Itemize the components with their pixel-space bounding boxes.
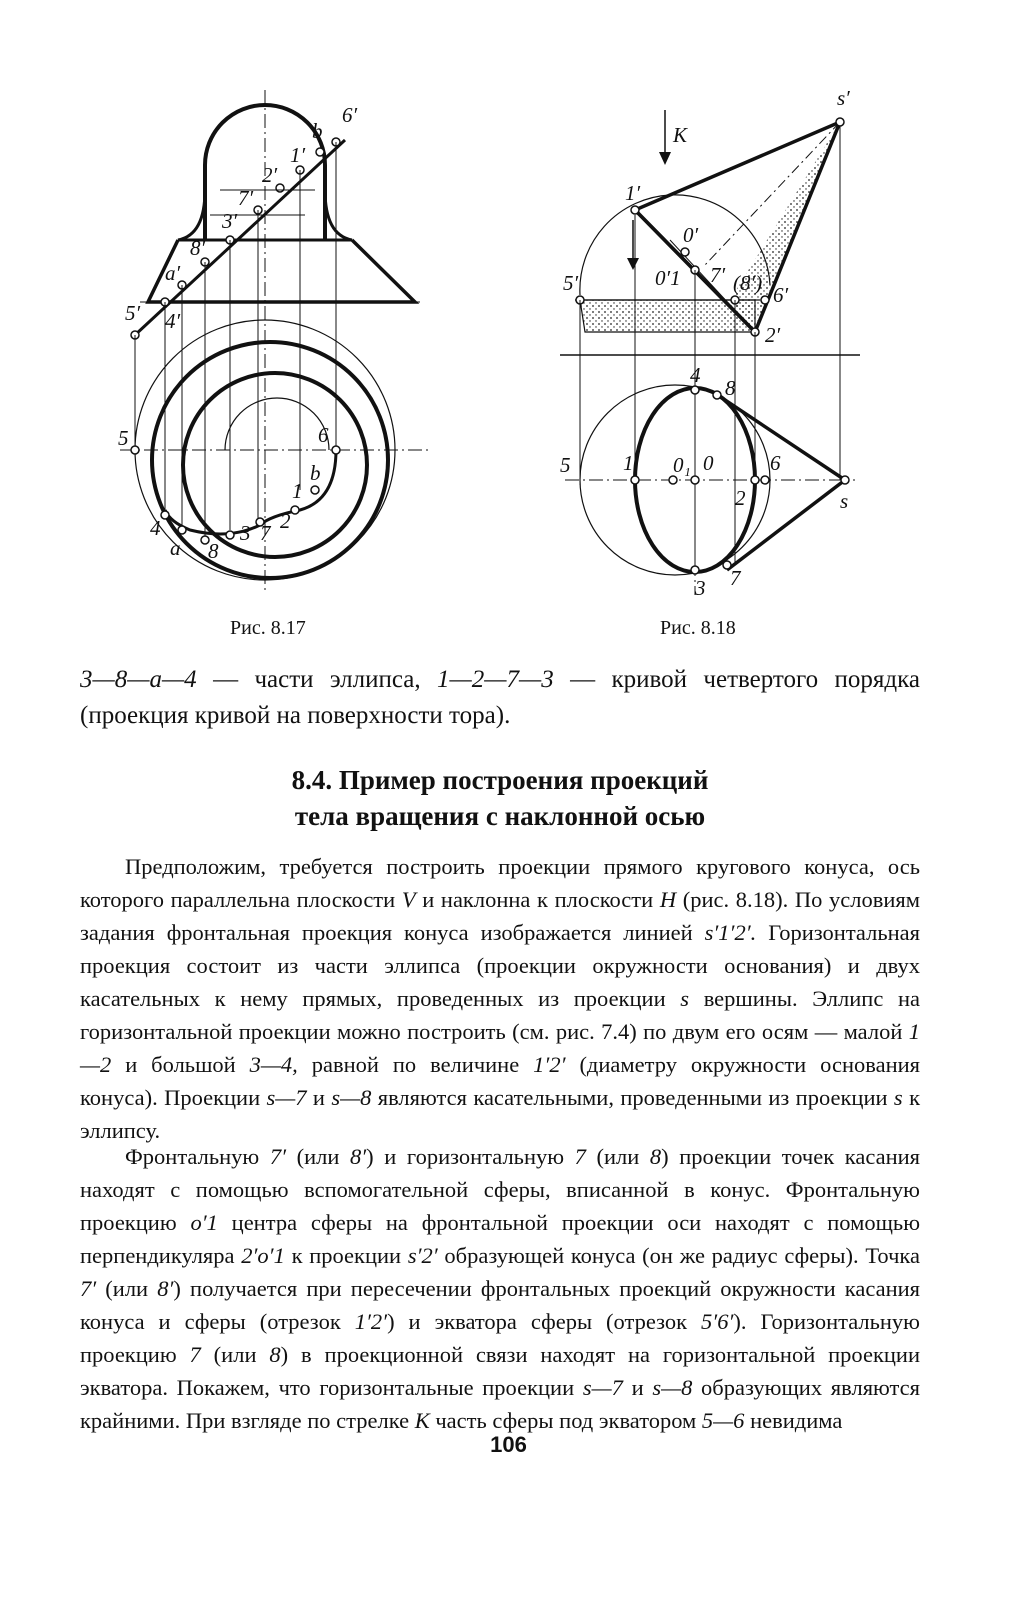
p2-math: 7′ xyxy=(80,1276,97,1301)
label-3: 3 xyxy=(240,521,251,545)
p2-text: невидима xyxy=(744,1408,843,1433)
figure-8-17-caption: Рис. 8.17 xyxy=(230,617,306,639)
label-1: 1 xyxy=(623,451,634,475)
p1-math: s xyxy=(893,1085,903,1110)
label-01: 0₁ xyxy=(673,453,691,477)
p2-text: (или xyxy=(96,1276,158,1301)
p2-math: 8′ xyxy=(350,1144,367,1169)
frustum-outline xyxy=(148,240,415,302)
label-a-prime: a′ xyxy=(165,261,181,285)
p2-math: 8 xyxy=(649,1144,662,1169)
p1-math: 1—2 xyxy=(80,1019,920,1077)
section-heading xyxy=(80,762,920,834)
p1-text: и xyxy=(306,1085,332,1110)
p2-math: 7 xyxy=(574,1144,586,1169)
intro-seq1: 3—8—a—4 xyxy=(80,666,197,693)
p2-text: центра сферы на фронтальной проекции оси находят с помощью перпендикуляра xyxy=(80,1210,921,1268)
intro-text1: — части эллипса, xyxy=(196,666,438,693)
p2-math: s—8 xyxy=(652,1375,693,1400)
label-4: 4 xyxy=(690,363,701,387)
label-1-prime: 1′ xyxy=(290,143,306,167)
label-5-prime: 5′ xyxy=(125,301,141,325)
label-2-prime: 2′ xyxy=(765,323,781,347)
label-6: 6 xyxy=(318,423,329,447)
label-k: K xyxy=(673,123,688,147)
label-0: 0 xyxy=(703,451,714,475)
label-b-prime: b xyxy=(312,119,323,143)
p2-math: s—7 xyxy=(582,1375,623,1400)
p2-math: 7 xyxy=(189,1342,201,1367)
figure-8-17-drawing xyxy=(110,70,450,610)
p1-text: являются касательными, проведенными из проекции xyxy=(371,1085,894,1110)
page-number: 106 xyxy=(490,1432,527,1457)
p2-text: ) проекции точек касания находят с помощью вспомогательной сферы, вписанной в конус. Фронтальную проекцию xyxy=(80,1144,921,1235)
label-5: 5 xyxy=(118,426,129,450)
label-b: b xyxy=(310,461,321,485)
label-6: 6 xyxy=(770,451,781,475)
label-8: 8 xyxy=(208,539,219,563)
p2-text: образующих являются крайними. При взгляде по стрелке xyxy=(80,1375,920,1433)
p1-text: (диаметру окружности основания конуса). Проекции xyxy=(80,1052,920,1110)
label-8-prime: (8′) xyxy=(733,271,763,295)
figure-8-18-caption: Рис. 8.18 xyxy=(660,617,736,639)
p2-math: 1′2′ xyxy=(354,1309,388,1334)
p2-math: 5—6 xyxy=(701,1408,745,1433)
label-2: 2 xyxy=(280,509,291,533)
label-01-prime: 0′1 xyxy=(655,266,681,290)
figure-8-18-drawing xyxy=(555,70,865,610)
label-4: 4 xyxy=(150,516,161,540)
section-heading-line1: 8.4. Пример построения проекций xyxy=(291,765,709,795)
p2-text: (или xyxy=(200,1342,270,1367)
intro-paragraph xyxy=(80,662,920,734)
p1-text: Горизонтальная проекция состоит из части эллипса (проекции окружности основания) и двух касательных к нему прямых, проведенных из проекции xyxy=(80,920,920,1011)
p1-math: 1′2′ xyxy=(533,1052,566,1077)
p2-math: 8′ xyxy=(157,1276,174,1301)
p1-math: V xyxy=(401,887,416,912)
label-0-prime: 0′ xyxy=(683,223,699,247)
label-1-prime: 1′ xyxy=(625,181,641,205)
p2-text: Фронтальную xyxy=(125,1144,270,1169)
section-heading-line2: тела вращения с наклонной осью xyxy=(294,801,706,831)
figure-8-18 xyxy=(555,70,865,610)
p1-text: и наклонна к плоскости xyxy=(415,887,660,912)
p2-text: ) и горизонтальную xyxy=(366,1144,575,1169)
label-3: 3 xyxy=(695,576,706,600)
label-4-prime: 4′ xyxy=(165,309,181,333)
p1-text: вершины. Эллипс на горизонтальной проекции можно построить (см. рис. 7.4) по двум его осям — малой xyxy=(80,986,920,1044)
label-3-prime: 3′ xyxy=(222,209,238,233)
inner-torus-circle xyxy=(183,373,367,557)
label-8: 8 xyxy=(725,376,736,400)
intro-seq2: 1—2—7—3 xyxy=(437,666,554,693)
label-s-prime: s′ xyxy=(837,86,850,110)
p1-text: равной по величине xyxy=(297,1052,534,1077)
p1-math: H xyxy=(659,887,677,912)
label-2: 2 xyxy=(735,486,746,510)
p1-text: (рис. 8.18). По условиям задания фронтальная проекция конуса изображается линией xyxy=(80,887,920,945)
p2-text: (или xyxy=(285,1144,350,1169)
p2-text: ) в проекционной связи находят на горизонтальной проекции экватора. Покажем, что горизонтальные проекции xyxy=(80,1342,920,1400)
p1-math: s′1′2′. xyxy=(704,920,757,945)
label-7: 7 xyxy=(260,521,271,545)
p2-math: 2′o′1 xyxy=(241,1243,285,1268)
p2-text: (или xyxy=(585,1144,650,1169)
p1-text: и большой xyxy=(111,1052,250,1077)
p1-math: s—8 xyxy=(331,1085,372,1110)
p2-text: ) и экватора сферы (отрезок xyxy=(387,1309,702,1334)
label-a: a xyxy=(170,536,181,560)
p2-text: ). Горизонтальную проекцию xyxy=(80,1309,920,1367)
label-2-prime: 2′ xyxy=(262,163,278,187)
p2-text: ) получается при пересечении фронтальных проекций окружности касания конуса и сферы (отрезок xyxy=(80,1276,921,1334)
label-5-prime: 5′ xyxy=(563,271,579,295)
p1-math: s—7 xyxy=(266,1085,307,1110)
intro-text2: — кривой четвертого порядка (проекция кривой на поверхности тора). xyxy=(80,666,920,729)
p2-math: K xyxy=(414,1408,430,1433)
p1-math: 3—4, xyxy=(249,1052,298,1077)
label-6-prime: 6′ xyxy=(773,283,789,307)
label-1: 1 xyxy=(292,479,303,503)
paragraph-2 xyxy=(80,1140,920,1437)
p2-math: 8 xyxy=(269,1342,281,1367)
label-s: s xyxy=(840,489,849,513)
label-7-prime: 7′ xyxy=(238,186,254,210)
label-7: 7 xyxy=(730,566,741,590)
p2-text: часть сферы под экватором xyxy=(429,1408,702,1433)
p2-math: 7′ xyxy=(269,1144,286,1169)
label-6-prime: 6′ xyxy=(342,103,358,127)
p1-text: к эллипсу. xyxy=(80,1085,921,1143)
p2-text: и xyxy=(622,1375,653,1400)
p1-math: s xyxy=(680,986,690,1011)
label-7-prime: 7′ xyxy=(710,263,726,287)
p2-text: к проекции xyxy=(284,1243,408,1268)
p2-text: образующей конуса (он же радиус сферы). Точка xyxy=(437,1243,920,1268)
paragraph-1 xyxy=(80,850,920,1147)
p1-text: Предположим, требуется построить проекции прямого кругового конуса, ось которого параллельна плоскости xyxy=(80,854,920,912)
p2-math: 5′6′ xyxy=(701,1309,734,1334)
label-8-prime: 8′ xyxy=(190,236,206,260)
p2-math: o′1 xyxy=(190,1210,218,1235)
label-5: 5 xyxy=(560,453,571,477)
arrow-k xyxy=(659,152,671,165)
p2-math: s′2′ xyxy=(407,1243,438,1268)
figure-8-17 xyxy=(110,70,450,610)
